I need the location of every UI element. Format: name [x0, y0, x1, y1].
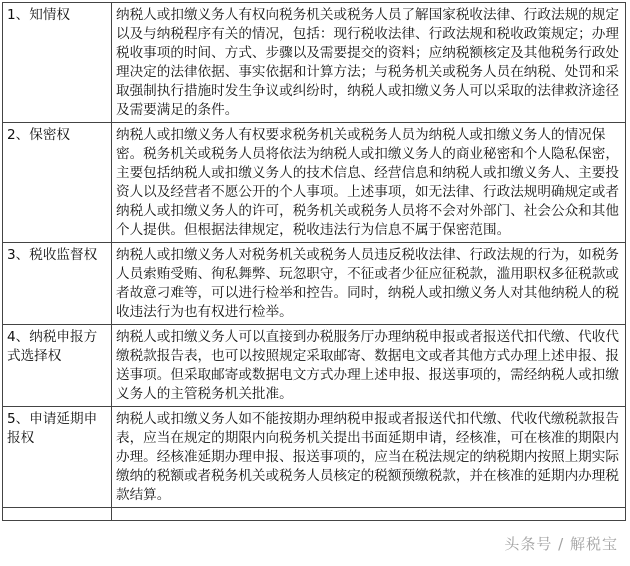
right-name-cell: 2、保密权 — [3, 123, 112, 243]
empty-cell — [3, 508, 112, 521]
table-row — [3, 243, 626, 325]
right-description-cell: 纳税人或扣缴义务人可以直接到办税服务厅办理纳税申报或者报送代扣代缴、代收代缴税款报告表，也可以按照规定采取邮寄、数据电文或者其他方式办理上述申报、报送事项。但采取邮寄或数据电文方式办理上述申报、报送事项的，需经纳税人或扣缴义务人的主管税务机关批准。 — [112, 325, 626, 407]
empty-cell — [112, 508, 626, 521]
right-description-cell: 纳税人或扣缴义务人有权要求税务机关或税务人员为纳税人或扣缴义务人的情况保密。税务机关或税务人员将依法为纳税人或扣缴义务人的商业秘密和个人隐私保密，主要包括纳税人或扣缴义务人的技术信息、经营信息和纳税人或扣缴义务人、主要投资人以及经营者不愿公开的个人事项。上述事项，如无法律、行政法规明确规定或者纳税人或扣缴义务人的许可，税务机关或税务人员将不会对外部门、社会公众和其他个人提供。但根据法律规定，税收违法行为信息不属于保密范围。 — [112, 123, 626, 243]
table-row — [3, 3, 626, 123]
watermark: 头条号 / 解税宝 — [504, 535, 618, 553]
table-row-empty — [3, 508, 626, 521]
right-name-cell: 4、纳税申报方式选择权 — [3, 325, 112, 407]
taxpayer-rights-table — [2, 2, 626, 521]
right-name-cell: 1、知情权 — [3, 3, 112, 123]
right-name-cell: 5、申请延期申报权 — [3, 407, 112, 508]
right-description-cell: 纳税人或扣缴义务人有权向税务机关或税务人员了解国家税收法律、行政法规的规定以及与纳税程序有关的情况，包括：现行税收法律、行政法规和税收政策规定；办理税收事项的时间、方式、步骤以及需要提交的资料；应纳税额核定及其他税务行政处理决定的法律依据、事实依据和计算方法；与税务机关或税务人员在纳税、处罚和采取强制执行措施时发生争议或纠纷时，纳税人或扣缴义务人可以采取的法律救济途径及需要满足的条件。 — [112, 3, 626, 123]
table-row — [3, 325, 626, 407]
table-row — [3, 407, 626, 508]
table-row — [3, 123, 626, 243]
right-description-cell: 纳税人或扣缴义务人对税务机关或税务人员违反税收法律、行政法规的行为，如税务人员索贿受贿、徇私舞弊、玩忽职守，不征或者少征应征税款，滥用职权多征税款或者故意刁难等，可以进行检举和控告。同时，纳税人或扣缴义务人对其他纳税人的税收违法行为也有权进行检举。 — [112, 243, 626, 325]
right-name-cell: 3、税收监督权 — [3, 243, 112, 325]
right-description-cell: 纳税人或扣缴义务人如不能按期办理纳税申报或者报送代扣代缴、代收代缴税款报告表，应当在规定的期限内向税务机关提出书面延期申请，经核准，可在核准的期限内办理。经核准延期办理申报、报送事项的，应当在税法规定的纳税期内按照上期实际缴纳的税额或者税务机关或税务人员核定的税额预缴税款，并在核准的延期内办理税款结算。 — [112, 407, 626, 508]
